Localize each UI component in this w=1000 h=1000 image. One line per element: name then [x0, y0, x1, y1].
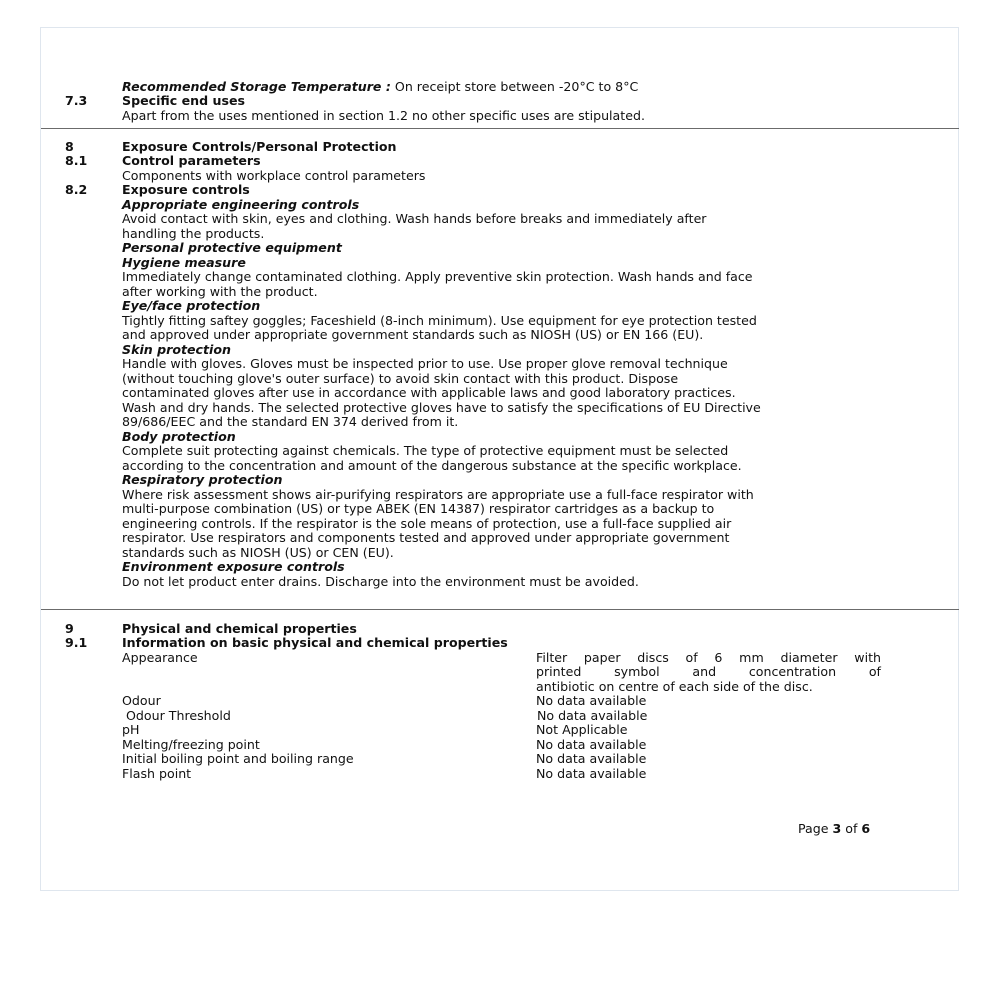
- paragraph-line: respirator. Use respirators and components tested and approved under appropriate government: [122, 530, 730, 545]
- section-9-number: 9: [65, 621, 74, 636]
- paragraph-line: multi-purpose combination (US) or type ABEK (EN 14387) respirator cartridges as a backup to: [122, 501, 715, 516]
- eye-protection-heading: Eye/face protection: [122, 298, 261, 313]
- paragraph-line: Do not let product enter drains. Discharge into the environment must be avoided.: [122, 574, 639, 589]
- section-divider: [41, 128, 959, 129]
- document-page: [40, 27, 959, 891]
- paragraph-line: engineering controls. If the respirator is the sole means of protection, use a full-face supplied air: [122, 516, 732, 531]
- property-value: No data available: [536, 751, 647, 766]
- property-label: pH: [122, 722, 140, 737]
- section-9-title: Physical and chemical properties: [122, 621, 357, 636]
- property-value: printed symbol and concentration of: [536, 664, 881, 679]
- property-label: Initial boiling point and boiling range: [122, 751, 354, 766]
- property-label: Flash point: [122, 766, 192, 781]
- property-label: Appearance: [122, 650, 198, 665]
- property-value: No data available: [536, 737, 647, 752]
- paragraph-line: Where risk assessment shows air-purifying respirators are appropriate use a full-face respirator with: [122, 487, 754, 502]
- section-8-1-title: Control parameters: [122, 153, 261, 168]
- engineering-controls-heading: Appropriate engineering controls: [122, 197, 360, 212]
- page-number: [798, 821, 870, 836]
- page-number-current: 3: [832, 821, 842, 836]
- paragraph-line: after working with the product.: [122, 284, 318, 299]
- property-label: Melting/freezing point: [122, 737, 260, 752]
- section-8-title: Exposure Controls/Personal Protection: [122, 139, 397, 154]
- paragraph-line: Handle with gloves. Gloves must be inspected prior to use. Use proper glove removal technique: [122, 356, 728, 371]
- property-value: No data available: [536, 693, 647, 708]
- skin-protection-heading: Skin protection: [122, 342, 231, 357]
- paragraph-line: and approved under appropriate government standards such as NIOSH (US) or EN 166 (EU).: [122, 327, 704, 342]
- section-8-number: 8: [65, 139, 74, 154]
- paragraph-line: Immediately change contaminated clothing. Apply preventive skin protection. Wash hands and face: [122, 269, 753, 284]
- property-value: No data available: [537, 708, 648, 723]
- page-number-prefix: Page: [798, 821, 833, 836]
- section-divider: [41, 609, 959, 610]
- section-8-1-text: Components with workplace control parameters: [122, 168, 426, 183]
- property-label: Odour: [122, 693, 161, 708]
- property-value: Filter paper discs of 6 mm diameter with: [536, 650, 881, 665]
- page-content: [41, 28, 958, 890]
- paragraph-line: handling the products.: [122, 226, 265, 241]
- environment-controls-heading: Environment exposure controls: [122, 559, 345, 574]
- paragraph-line: contaminated gloves after use in accordance with applicable laws and good laboratory practices.: [122, 385, 736, 400]
- page-number-total: 6: [861, 821, 871, 836]
- paragraph-line: Wash and dry hands. The selected protective gloves have to satisfy the specifications of EU Directive: [122, 400, 761, 415]
- property-value: antibiotic on centre of each side of the disc.: [536, 679, 813, 694]
- paragraph-line: Avoid contact with skin, eyes and clothing. Wash hands before breaks and immediately after: [122, 211, 707, 226]
- section-8-1-number: 8.1: [65, 153, 88, 168]
- paragraph-line: 89/686/EEC and the standard EN 374 derived from it.: [122, 414, 459, 429]
- section-7-3-text: Apart from the uses mentioned in section 1.2 no other specific uses are stipulated.: [122, 108, 645, 123]
- ppe-heading: Personal protective equipment: [122, 240, 342, 255]
- storage-value: On receipt store between -20°C to 8°C: [394, 79, 639, 94]
- paragraph-line: Tightly fitting saftey goggles; Faceshield (8-inch minimum). Use equipment for eye protection tested: [122, 313, 757, 328]
- paragraph-line: (without touching glove's outer surface) to avoid skin contact with this product. Dispose: [122, 371, 679, 386]
- paragraph-line: standards such as NIOSH (US) or CEN (EU).: [122, 545, 394, 560]
- section-9-1-number: 9.1: [65, 635, 88, 650]
- hygiene-heading: Hygiene measure: [122, 255, 246, 270]
- body-protection-heading: Body protection: [122, 429, 236, 444]
- paragraph-line: according to the concentration and amount of the dangerous substance at the specific workplace.: [122, 458, 742, 473]
- section-8-2-number: 8.2: [65, 182, 88, 197]
- storage-label: Recommended Storage Temperature :: [122, 79, 391, 94]
- property-label: Odour Threshold: [122, 708, 231, 723]
- property-value: Not Applicable: [536, 722, 628, 737]
- section-8-2-title: Exposure controls: [122, 182, 250, 197]
- page-number-separator: of: [841, 821, 862, 836]
- section-7-3-title: Specific end uses: [122, 93, 245, 108]
- property-value: No data available: [536, 766, 647, 781]
- respiratory-protection-heading: Respiratory protection: [122, 472, 283, 487]
- paragraph-line: Complete suit protecting against chemicals. The type of protective equipment must be selected: [122, 443, 729, 458]
- section-9-1-title: Information on basic physical and chemical properties: [122, 635, 508, 650]
- section-7-3-number: 7.3: [65, 93, 88, 108]
